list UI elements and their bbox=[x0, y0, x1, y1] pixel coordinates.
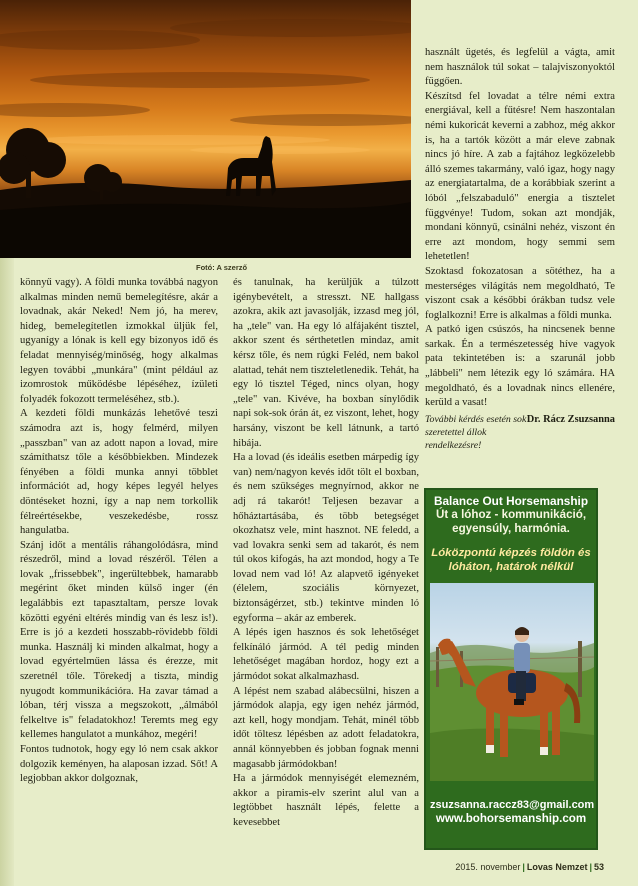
paragraph: Fontos tudnotok, hogy egy ló nem csak akkor dolgozik keményen, ha alaposan izzad. Sőt! A legjobban akkor dolgoznak, bbox=[20, 744, 218, 785]
paragraph: Szoktasd fokozatosan a sötéthez, ha a mesterséges világítás nem megoldható, Te viszont csak a későbbi órákban tudsz vele foglalkozni! Erre is alkalmas a földi munka. bbox=[425, 265, 615, 321]
rider-horse-photo bbox=[430, 583, 594, 781]
magazine-name: Lovas Nemzet bbox=[526, 862, 588, 872]
advertisement-box bbox=[424, 488, 598, 850]
paragraph: Készítsd fel lovadat a télre némi extra energiával, kell a fűtésre! Nem haszontalan némi kukoricát keverni a zabhoz, még akkor is, ha a tartók között a már eleve zabnak nincs jó híre. A zab a fajtához legközelebb álló szemes takarmány, való igaz, hogy nagy az energiatartalma, de a korábbiak szerint a lóból „felszabaduló" energia a tisztelet függvénye! Tudom, sokan azt mondják, mondani könnyű, csinálni nehéz, viszont én erre azt mondom, hogy semmi sem lehetetlen! bbox=[425, 90, 615, 263]
ad-email[interactable]: zsuzsanna.raccz83@gmail.com bbox=[430, 799, 595, 811]
paragraph: A lépés igen hasznos és sok lehetőséget felkínáló jármód. A tél pedig minden lehetőséget magában hordoz, hogy ezt a jármódot sokat alkalmazhasd. bbox=[233, 627, 419, 683]
sunset-horse-photo bbox=[0, 0, 411, 258]
paragraph: Ha a lovad (és ideális esetben márpedig így van) nem/nagyon kevés időt tölt el boxban, és nem szükséges megnyírnod, akkor ne adj rá takarót! Teljesen bezavar a hőháztartásába, és több betegséget okozhatsz vele, mint hasznot. NE feledd, a vad lovakra senki sem ad takarót, és nem túl okos kifogás, ha azt mondod, hogy a Te lovad nem vad ló! Az alapvető igényeket (élelem, szociális környezet, biztonságérzet, stb.) tekintve minden ló egyforma – akár az emberek. bbox=[233, 452, 419, 624]
article-column-2 bbox=[233, 276, 419, 831]
paragraph: A lépést nem szabad alábecsülni, hiszen a jármódok alapja, egy igen nehéz jármód, azt kell, hogy mondjam. Tehát, minél több időt töltesz lépésben az adott feladatokra, annál könnyebben és jobban fognak menni magasabb jármódokban! bbox=[233, 685, 419, 770]
page-number: 53 bbox=[593, 862, 604, 872]
page-footer bbox=[455, 862, 604, 872]
paragraph: A patkó igen csúszós, ha nincsenek benne sarkak. Én a természetesség híve vagyok pata tekintetében is: a szarunál jobb „lábbeli" nem létezik egy ló számára. HA megoldható, és a lovadnak nincs ellenére, kerüld a vasat! bbox=[425, 324, 615, 409]
paragraph: Szánj időt a mentális ráhangolódásra, mind részedről, mind a lovad részéről. Télen a lovak „frissebbek", ingerültebbek, hamarabb megérint őket minden külső inger (én legalábbis ezt tapasztaltam, persze lovak közötti egyéni eltérés mindig van és lesz is!). Erre is jó a kezdeti hosszabb-rövidebb földi munka. Használj ki minden alkalmat, hogy a lovad egyértelműen lássa és érezze, mit szeretnél tőle. Törekedj a tiszta, mindig nyugodt kommunikációra. Ha zavar támad a lóban, térj vissza a megszokott, „álmából felkeltve is" feladatokhoz! Teremts meg egy kellemes hangulatot a munkához, megéri! bbox=[20, 539, 218, 741]
footer-divider: | bbox=[589, 862, 592, 872]
ad-title: Balance Out Horsemanship bbox=[433, 494, 589, 508]
ad-website[interactable]: www.bohorsemanship.com bbox=[435, 812, 587, 825]
signature-row bbox=[425, 413, 615, 452]
page-edge-shade bbox=[0, 258, 14, 886]
ad-subtitle: Út a lóhoz - kommunikáció, egyensúly, harmónia. bbox=[435, 508, 587, 535]
paragraph: könnyű vagy). A földi munka továbbá nagyon alkalmas minden nemű bemelegítésre, akár a lovadnak, akár Neked! Nem jó, ha merev, hideg, bemelegítetlen izmokkal üljük fel, ugyanígy a lónak is kell egy bizonyos idő és feladat mennyiség/minőség, hogy alkalmas legyen további „munkára" (mint például az izomrostok működésbe lépéséhez, ízületi folyadék fokozott termeléséhez, stb.). bbox=[20, 277, 218, 405]
photo-credit: Fotó: A szerző bbox=[196, 263, 248, 272]
author-name: Dr. Rácz Zsuzsanna bbox=[526, 413, 615, 425]
issue-date: 2015. november bbox=[455, 862, 521, 872]
article-column-1 bbox=[20, 276, 218, 787]
closing-note: További kérdés esetén sok szeretettel állok rendelkezésre! bbox=[425, 413, 527, 451]
paragraph: használt ügetés, és legfelül a vágta, amit nem használok túl sokat – talajviszonyoktól függően. bbox=[425, 47, 615, 88]
rider-horse-art bbox=[430, 583, 594, 781]
ad-tagline: Lóközpontú képzés földön és lóháton, határok nélkül bbox=[431, 547, 591, 573]
article-column-3 bbox=[425, 46, 615, 452]
paragraph: Ha a jármódok mennyiségét elemezném, akkor a piramis-elv szerint alul van a legtöbbet használt lépés, felette a kevesebbet bbox=[233, 773, 419, 828]
sunset-silhouette-art bbox=[0, 0, 411, 258]
paragraph: és tanulnak, ha kerüljük a túlzott igénybevételt, a stresszt. NE hallgass azokra, akik azt javasolják, izzasd meg jól, ha „tele" van. Ha egy ló alfájaként tisztel, akkor szent és sérthetetlen mindaz, amit kérsz tőle, és nem rúgki Feléd, nem bakol alattad, tehát nem tiszteletlenedik. Tehát, ha egy ló tisztel Téged, nincs olyan, hogy „tele" van. Kivéve, ha boxban sínylődik napi sok-sok órán át, ez viszont, lehet, hogy harsány, viszont be kell látnunk, a tartó hibája. bbox=[233, 277, 419, 449]
paragraph: A kezdeti földi munkázás lehetővé teszi számodra azt is, hogy felmérd, milyen „passzban" van az adott napon a lovad, mire számíthatsz tőle a későbbiekben. Mindezek fényében a földi munka annyi többlet információt ad, hogy képes legyél helyes döntéseket hozni, így a nap nem torkollik félreértésekbe, veszekedésbe, rossz hangulatba. bbox=[20, 408, 218, 537]
footer-divider: | bbox=[522, 862, 525, 872]
